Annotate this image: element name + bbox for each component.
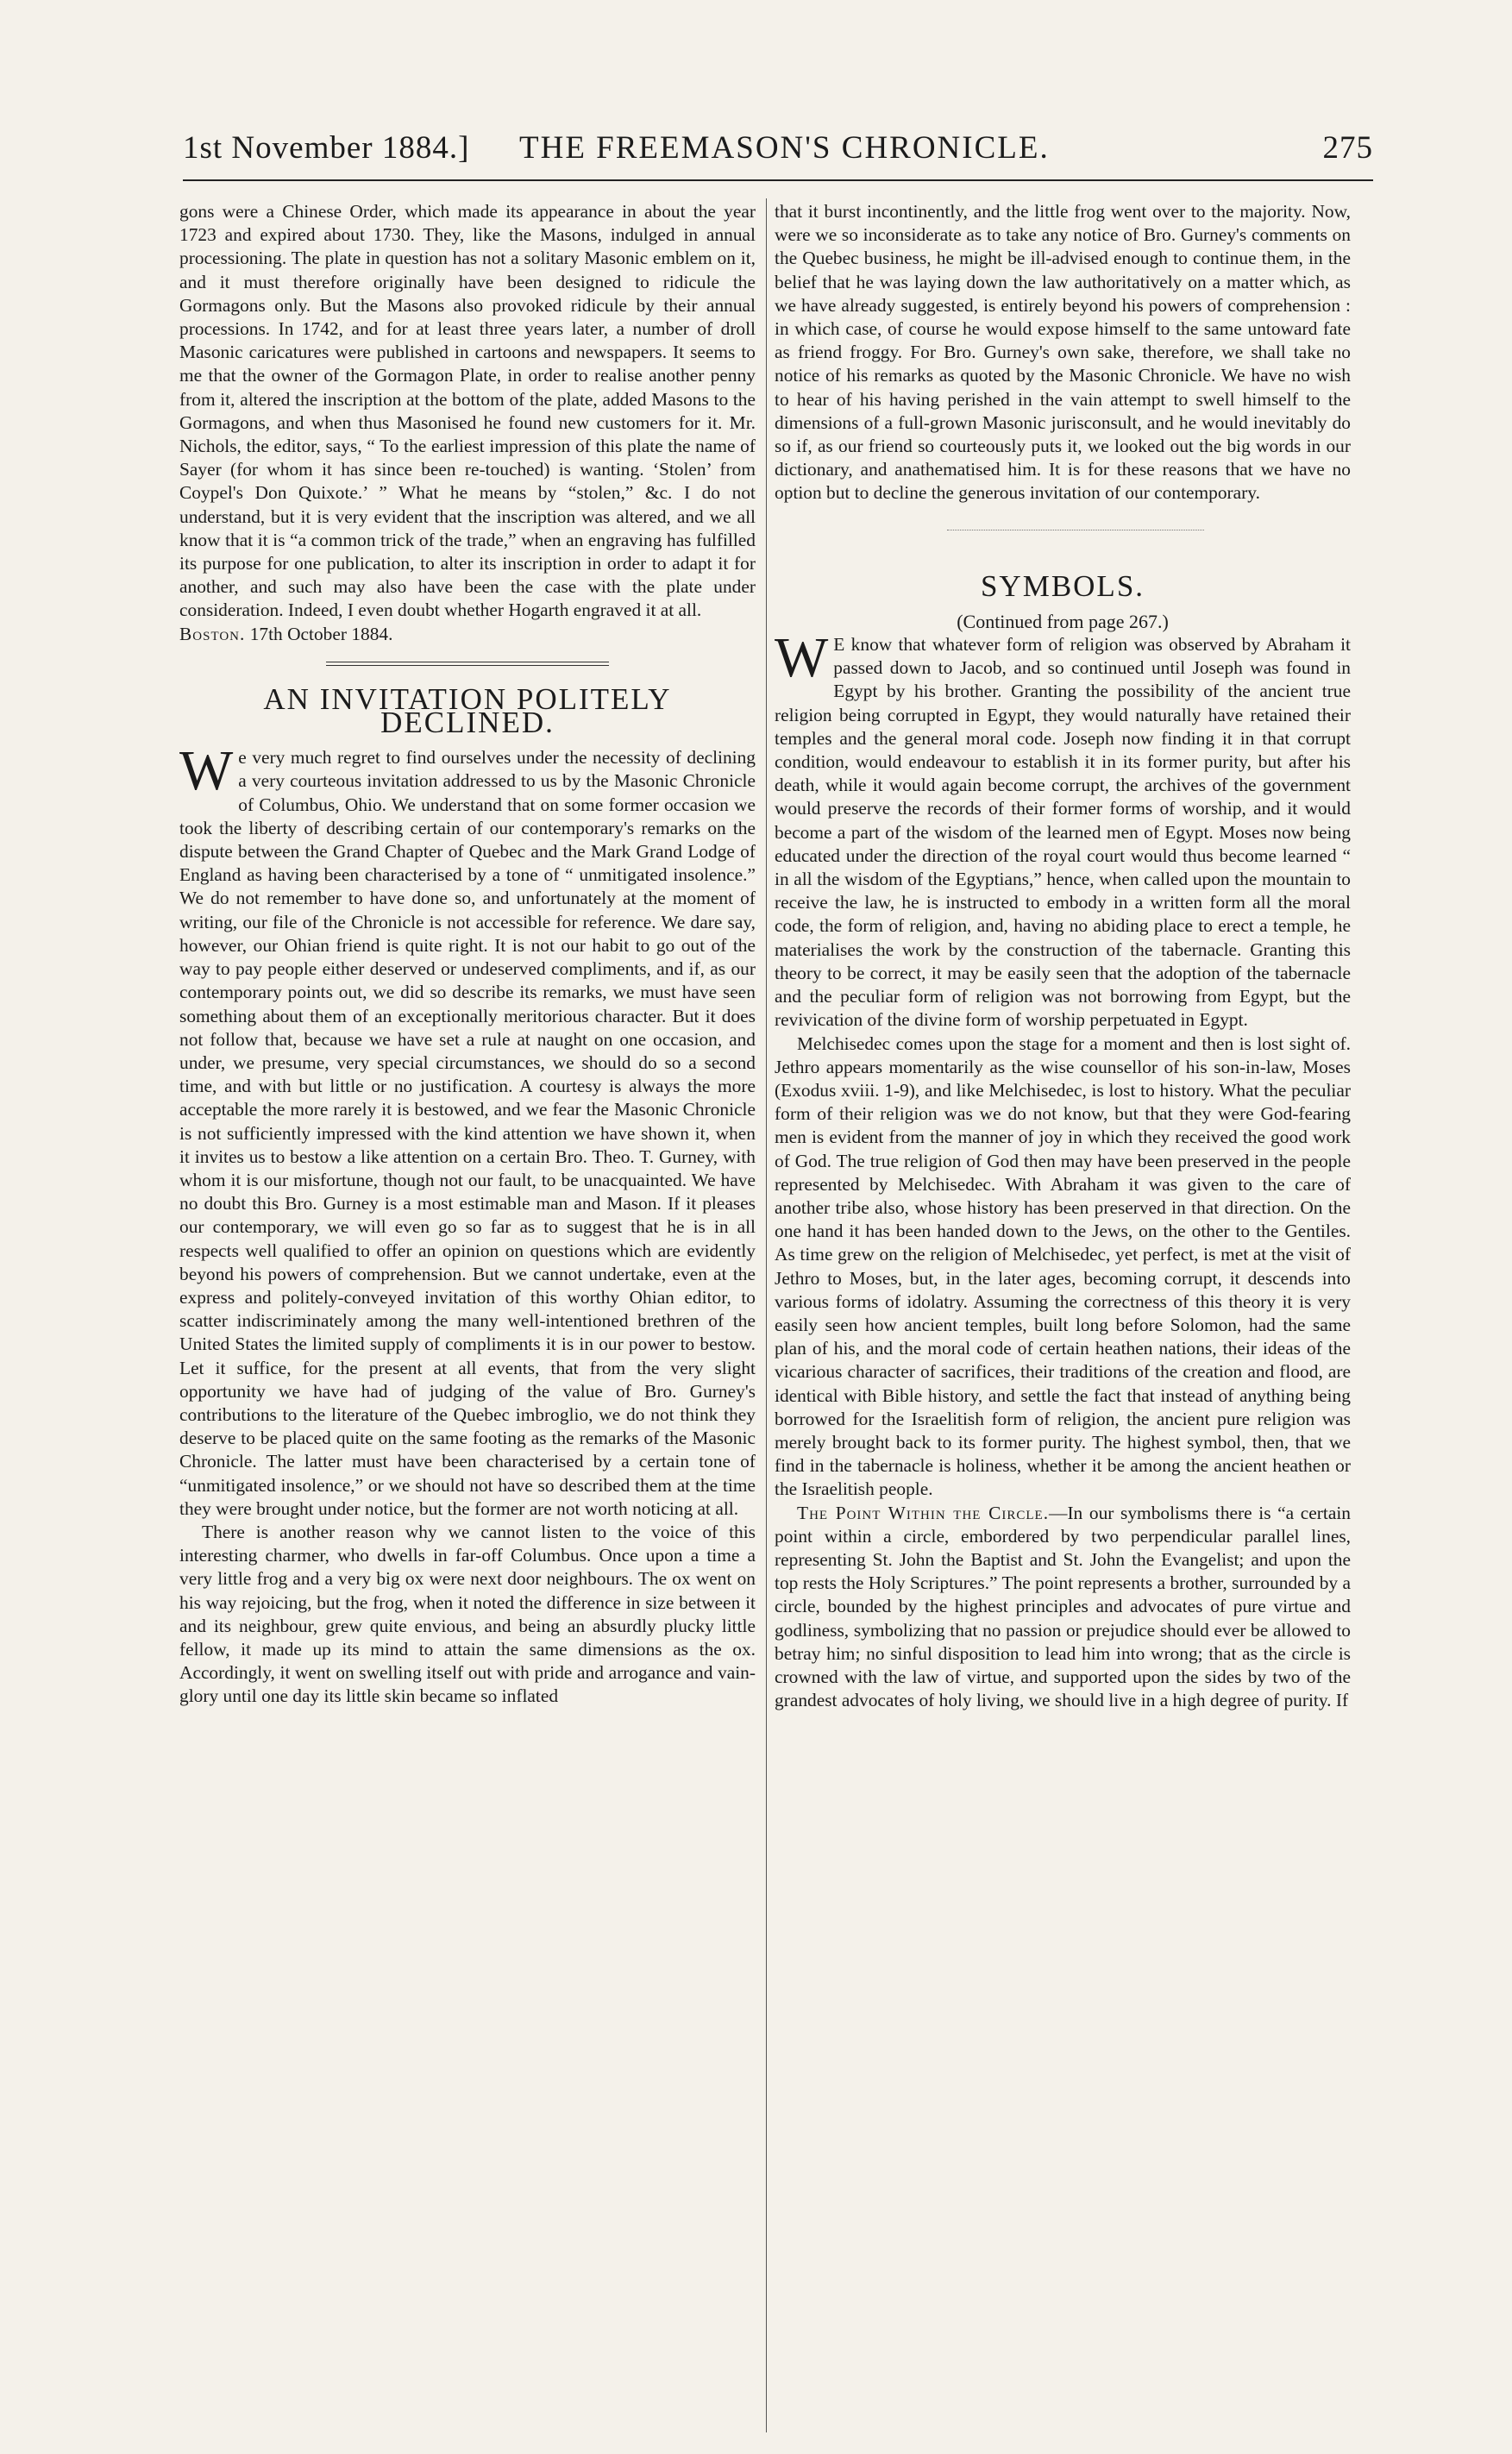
double-rule-separator bbox=[179, 646, 756, 681]
invitation-paragraph-2: There is another reason why we cannot listen to the voice of this interesting charmer, who dwells in far-off Columbus. Once upon a time a very little frog and a very big ox were next door neighbours. The ox went on his way rejoicing, but the frog, when it noted the difference in size between it and its neighbour, grew quite envious, and being an absurdly plucky little fellow, it made up its mind to attain the same dimensions as the ox. Accordingly, it went on swelling itself out with pride and arrogance and vain-glory until one day its little skin became so inflated bbox=[179, 1521, 756, 1707]
paragraph-lead-in: The Point Within the Circle. bbox=[797, 1502, 1050, 1523]
symbols-paragraph-1 bbox=[775, 626, 1351, 1032]
left-column bbox=[179, 200, 756, 1709]
invitation-paragraph-1 bbox=[179, 739, 756, 1521]
article-continuation-text: gons were a Chinese Order, which made its appearance in about the year 1723 and expired about 1730. They, like the Masons, indulged in annual processioning. The plate in question has not a solitary Masonic emblem on it, and it must therefore originally have been designed to ridicule the Gormagons only. But the Masons also provoked ridicule by their annual processions. In 1742, and for at least three years later, a number of droll Masonic caricatures were published in cartoons and newspapers. It seems to me that the owner of the Gormagon Plate, in order to realise another penny from it, altered the inscription at the bottom of the plate, added Masons to the Gormagons, and when thus Masonised he found new customers for it. Mr. Nichols, the editor, says, “ To the earliest impression of this plate the name of Sayer (for whom it has since been re-touched) is wanting. ‘Stolen’ from Coypel's Don Quixote.’ ” What he means by “stolen,” &c. I do not understand, but it is very evident that the inscription was altered, and we all know that it is “a common trick of the trade,” when an engraving has fulfilled its purpose for one publication, to alter its inscription in order to adapt it for another, and such may also have been the case with the plate under consideration. Indeed, I even doubt whether Hogarth engraved it at all. bbox=[179, 201, 756, 621]
invitation-paragraph-3: that it burst incontinently, and the little frog went over to the majority. Now, were we so inconsiderate as to take any notice of Bro. Gurney's comments on the Quebec business, he might be ill-advised enough to continue them, in the belief that he was laying down the law authoritatively on a matter which, as we have already suggested, is entirely beyond his powers of comprehension : in which case, of course he would expose himself to the same untoward fate as friend froggy. For Bro. Gurney's own sake, therefore, we shall take no notice of his remarks as quoted by the Masonic Chronicle. We have no wish to hear of his having perished in the vain attempt to swell himself to the dimensions of a full-grown Masonic jurisconsult, and he would inevitably do so if, as our friend so courteously puts it, we looked out the big words in our dictionary, and anathematised him. It is for these reasons that we have no option but to decline the generous invitation of our contemporary. bbox=[775, 201, 1351, 504]
symbols-paragraph-3 bbox=[775, 1502, 1351, 1713]
dotted-separator bbox=[775, 505, 1351, 554]
symbols-paragraph-2: Melchisedec comes upon the stage for a moment and then is lost sight of. Jethro appears momentarily as the wise counsellor of his son-in-law, Moses (Exodus xviii. 1-9), and like Melchisedec, is lost to history. What the peculiar form of their religion was we do not know, but that they were God-fearing men is evident from the manner of joy in which they received the good work of God. The true religion of God then may have been preserved in the people represented by Melchisedec. With Abraham it was given to the care of another tribe also, whose history has been preserved in that direction. On the one hand it has been handed down to the Jews, on the other to the Gentiles. As time grew on the religion of Melchisedec, yet perfect, is met at the visit of Jethro to Moses, but, in the later ages, becoming corrupt, it descends into various forms of idolatry. Assuming the correctness of this theory it is very easily seen how ancient temples, built long before Solomon, had the same plan of his, and the moral code of certain heathen nations, their ideas of the vicarious character of sacrifices, their traditions of the creation and flood, are identical with Bible history, and settle the fact that instead of anything being borrowed for the Israelitish form of religion, the ancient pure religion was merely brought back to its former purity. The highest symbol, then, that we find in the tabernacle is holiness, whether it be among the ancient heathen or the Israelitish people. bbox=[775, 1032, 1351, 1500]
right-column bbox=[775, 200, 1351, 1712]
page-number: 275 bbox=[1322, 130, 1373, 166]
article-heading-invitation: AN INVITATION POLITELY DECLINED. bbox=[263, 681, 672, 740]
invitation-paragraph-1-text: e very much regret to find ourselves under the necessity of declining a very courteous invitation addressed to us by the Masonic Chronicle of Columbus, Ohio. We understand that on some former occasion we took the liberty of describing certain of our contemporary's remarks on the dispute between the Grand Chapter of Quebec and the Mark Grand Lodge of England as having been characterised by a tone of “ unmitigated insolence.” We do not remember to have done so, and unfortunately at the moment of writing, our file of the Chronicle is not accessible for reference. We dare say, however, our Ohian friend is quite right. It is not our habit to go out of the way to pay people either deserved or undeserved compliments, and if, as our contemporary points out, we did so describe its remarks, we must have seen something about them of an exceptionally meritorious character. But it does not follow that, because we have set a rule at naught on one occasion, and under, we presume, very special circumstances, we should do so a second time, and with but little or no justification. A courtesy is always the more acceptable the more rarely it is bestowed, and we fear the Masonic Chronicle is not sufficiently impressed with the kind attention we have shown it, when it invites us to bestow a like attention on a certain Bro. Theo. T. Gurney, with whom it is our misfortune, though not our fault, to be unacquainted. We have no doubt this Bro. Gurney is a most estimable man and Mason. If it pleases our contemporary, we will even go so far as to suggest that he is in all respects well qualified to offer an opinion on questions which are evidently beyond his powers of comprehension. But we cannot undertake, even at the express and politely-conveyed invitation of this worthy Ohian editor, to scatter indiscriminately among the many well-intentioned brethren of the United States the limited supply of compliments it is in our power to bestow. Let it suffice, for the present at all events, that from the very slight opportunity we have had of judging of the value of Bro. Gurney's contributions to the literature of the Quebec imbroglio, we do not think they deserve to be placed quite on the same footing as the remarks of the Masonic Chronicle. The latter must have been characterised by a certain tone of “unmitigated insolence,” or we should not have so described them at the time they were brought under notice, but the former are not worth noticing at all. bbox=[179, 747, 756, 1519]
symbols-paragraph-3-text: —In our symbolisms there is “a certain point within a circle, embordered by two perpendicular parallel lines, representing St. John the Baptist and St. John the Evangelist; and upon the top rests the Holy Scriptures.” The point represents a brother, surrounded by a circle, bounded by the highest principles and advocates of pure virtue and godliness, symbolizing that no passion or prejudice should ever be allowed to betray him; no sinful disposition to lead him into wrong; that as the circle is crowned with the law of virtue, and supported upon the sides by two of the grandest advocates of holy living, we should live in a high degree of purity. If bbox=[775, 1502, 1351, 1711]
article-signature bbox=[179, 623, 756, 646]
page-header bbox=[183, 129, 1373, 179]
continued-note: (Continued from page 267.) bbox=[957, 610, 1169, 632]
column-divider bbox=[766, 198, 767, 2432]
drop-cap: W bbox=[179, 739, 234, 803]
issue-date: 1st November 1884.] bbox=[183, 130, 470, 166]
publication-title: THE FREEMASON'S CHRONICLE. bbox=[519, 130, 1050, 166]
symbols-paragraph-1-text: E know that whatever form of religion was observed by Abraham it passed down to Jacob, and so continued until Joseph was found in Egypt by his brother. Granting the possibility of the ancient true religion being corrupted in Egypt, they would naturally have retained their temples and the general moral code. Joseph now finding it in that corrupt condition, would endeavour to establish it in its former purity, but after his death, while it would again become corrupt, the archives of the government would preserve the records of their former forms of worship, and it would become a part of the wisdom of the learned men of Egypt. Moses now being educated under the direction of the royal court would thus become learned “ in all the wisdom of the Egyptians,” hence, when called upon the mountain to receive the law, he is instructed to embody in a written form all the moral code, the form of religion, and, having no abiding place to erect a temple, he materialises the work by the construction of the tabernacle. Granting this theory to be correct, it may be easily seen that the adoption of the tabernacle and the peculiar form of religion was not borrowing from Egypt, but the revivication of the divine form of worship perpetuated in Egypt. bbox=[775, 634, 1351, 1031]
header-rule bbox=[183, 179, 1373, 181]
drop-cap: W bbox=[775, 626, 829, 690]
signature-place: Boston. bbox=[179, 623, 246, 644]
article-heading-symbols: SYMBOLS. bbox=[980, 568, 1145, 603]
signature-date: 17th October 1884. bbox=[249, 623, 393, 644]
